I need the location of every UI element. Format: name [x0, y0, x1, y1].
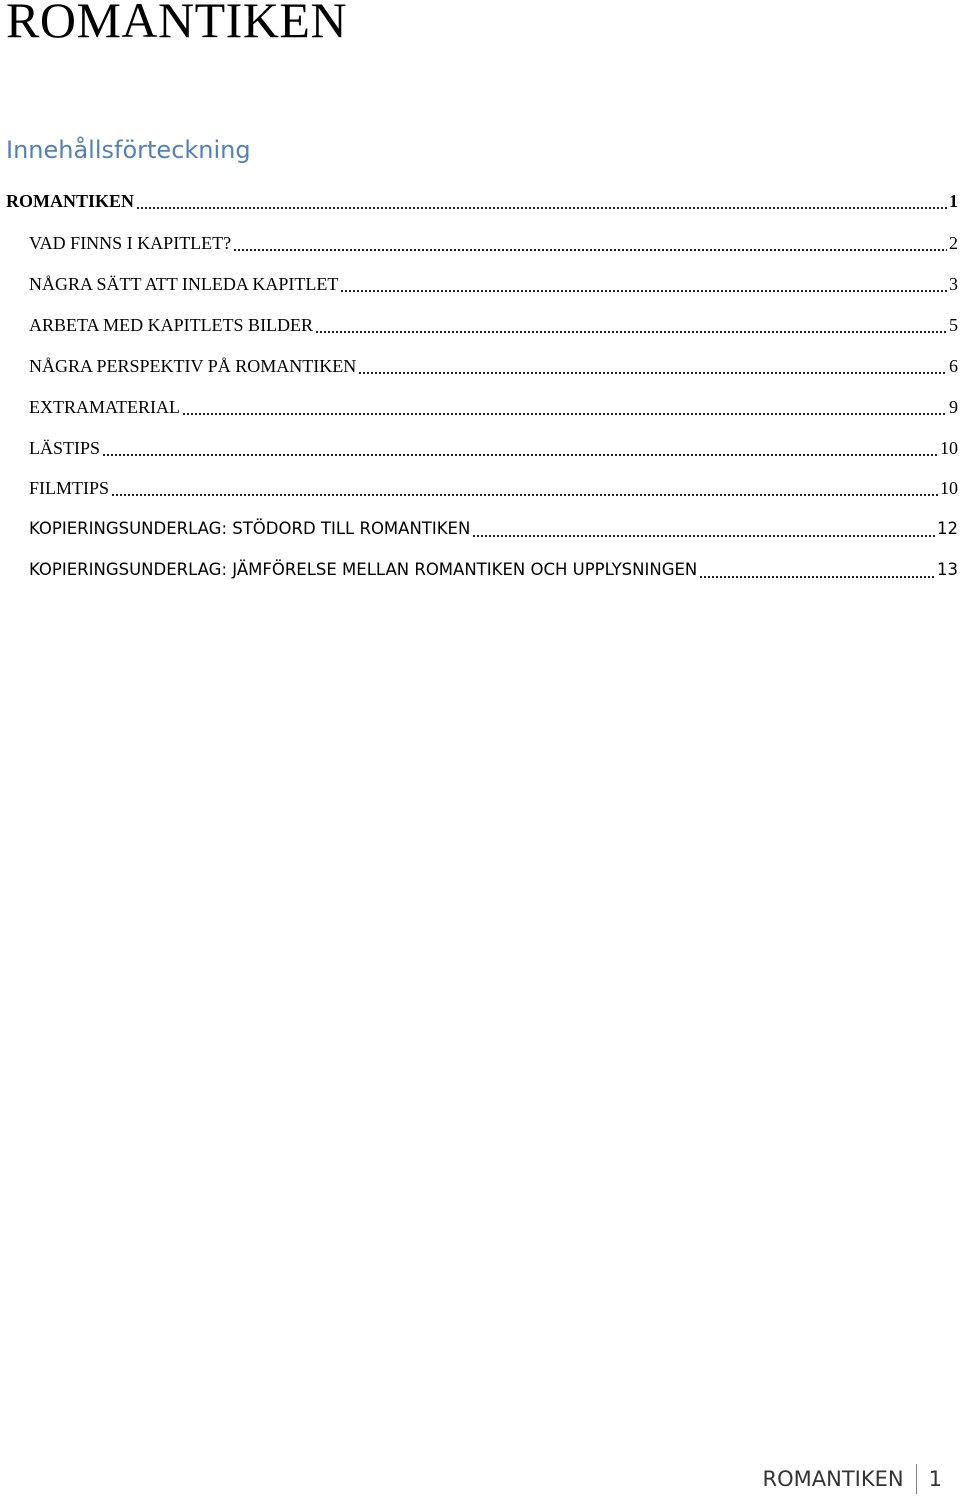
toc-entry-label: FILMTIPS [29, 478, 110, 498]
toc-entry-page: 10 [940, 478, 958, 498]
toc-dot-leader [358, 354, 947, 378]
document-title: ROMANTIKEN [6, 0, 348, 48]
toc-entry-vad-finns-i-kapitlet[interactable] [29, 231, 958, 255]
toc-entry-label: NÅGRA SÄTT ATT INLEDA KAPITLET [29, 274, 339, 294]
page-footer [763, 1463, 942, 1495]
toc-heading: Innehållsförteckning [6, 136, 251, 164]
toc-entry-extramaterial[interactable] [29, 395, 958, 419]
toc-entry-label: EXTRAMATERIAL [29, 397, 180, 417]
toc-entry-jamforelse-romantiken-upplysningen[interactable] [29, 558, 958, 582]
toc-dot-leader [111, 476, 938, 500]
toc-entry-label: KOPIERINGSUNDERLAG: STÖDORD TILL ROMANTIKEN [29, 519, 471, 538]
toc-dot-leader [472, 517, 935, 541]
toc-dot-leader [315, 313, 947, 337]
toc-entry-label: KOPIERINGSUNDERLAG: JÄMFÖRELSE MELLAN ROMANTIKEN OCH UPPLYSNINGEN [29, 560, 698, 579]
toc-entry-page: 3 [949, 274, 958, 294]
toc-entry-nagra-perspektiv-pa-romantiken[interactable] [29, 354, 958, 378]
toc-entry-page: 1 [949, 191, 958, 211]
toc-dot-leader [182, 395, 947, 419]
toc-entry-page: 9 [949, 397, 958, 417]
toc-entry-lastips[interactable] [29, 436, 958, 460]
toc-entry-page: 5 [949, 315, 958, 335]
toc-entry-romantiken[interactable] [6, 189, 958, 213]
toc-entry-label: LÄSTIPS [29, 438, 101, 458]
toc-entry-label: ROMANTIKEN [6, 191, 135, 211]
toc-entry-page: 13 [937, 560, 958, 579]
toc-entry-page: 6 [949, 356, 958, 376]
toc-dot-leader [233, 231, 947, 255]
toc-dot-leader [340, 272, 947, 296]
toc-entry-page: 12 [937, 519, 958, 538]
toc-entry-label: ARBETA MED KAPITLETS BILDER [29, 315, 314, 335]
toc-dot-leader [136, 189, 947, 213]
toc-entry-filmtips[interactable] [29, 476, 958, 500]
toc-entry-page: 10 [940, 438, 958, 458]
toc-dot-leader [102, 436, 938, 460]
toc-entry-stodord-till-romantiken[interactable] [29, 517, 958, 541]
toc-entry-label: NÅGRA PERSPEKTIV PÅ ROMANTIKEN [29, 356, 357, 376]
footer-page-number: 1 [928, 1467, 942, 1491]
toc-entry-nagra-satt-att-inleda-kapitlet[interactable] [29, 272, 958, 296]
toc-entry-arbeta-med-kapitlets-bilder[interactable] [29, 313, 958, 337]
footer-title: ROMANTIKEN [762, 1467, 904, 1491]
toc-entry-label: VAD FINNS I KAPITLET? [29, 233, 232, 253]
toc-entry-page: 2 [949, 233, 958, 253]
toc-dot-leader [699, 558, 935, 582]
